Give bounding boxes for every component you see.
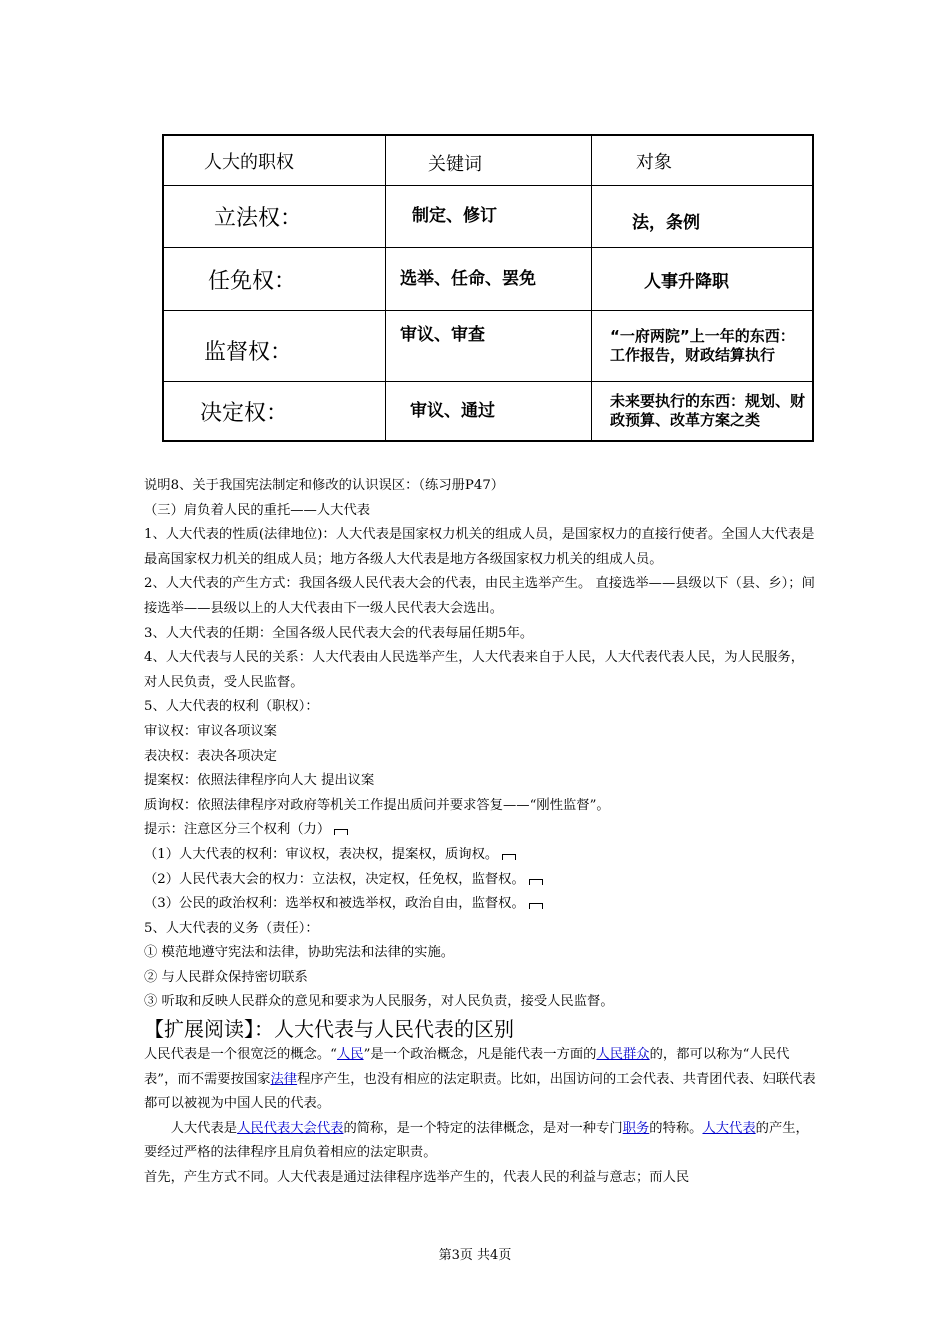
- duty-3: ③ 听取和反映人民群众的意见和要求为人民服务，对人民负责，接受人民监督。: [144, 994, 614, 1010]
- powers-table: [162, 134, 814, 442]
- duty-2: ② 与人民群众保持密切联系: [144, 969, 308, 985]
- keywords-legislative: 制定、修订: [386, 186, 592, 248]
- right-proposal: 提案权：依照法律程序向人大 提出议案: [144, 773, 375, 789]
- paragraph-mark-icon: [502, 854, 516, 860]
- paragraph-mark-icon: [334, 829, 348, 835]
- right-deliberation: 审议权：审议各项议案: [144, 723, 277, 739]
- tip-2: （2）人民代表大会的权力：立法权，决定权，任免权，监督权。: [144, 868, 816, 893]
- power-legislative: 立法权：: [164, 186, 386, 248]
- link-masses[interactable]: 人民群众: [596, 1047, 650, 1063]
- power-supervision: 监督权：: [164, 311, 386, 382]
- note-8: 说明8、关于我国宪法制定和修改的认识误区：（练习册P47）: [144, 478, 505, 493]
- keywords-appointment: 选举、任命、罢免: [386, 248, 592, 311]
- header-power: 人大的职权: [164, 136, 386, 186]
- keywords-supervision: 审议、审查: [386, 311, 592, 382]
- object-appointment: 人事升降职: [592, 248, 812, 311]
- power-appointment: 任免权：: [164, 248, 386, 311]
- body-text: [144, 474, 816, 1191]
- tip-3: （3）公民的政治权利：选举权和被选举权，政治自由，监督权。: [144, 892, 816, 917]
- object-decision: 未来要执行的东西：规划、财政预算、改革方案之类: [610, 392, 806, 429]
- header-keywords: 关键词: [386, 136, 592, 186]
- item-rights: 5、人大代表的权利（职权）：: [144, 699, 319, 715]
- page-footer: 第3页 共4页: [438, 1248, 512, 1263]
- link-npc-deputy-full[interactable]: 人民代表大会代表: [237, 1120, 344, 1136]
- extended-reading-heading: 【扩展阅读】：人大代表与人民代表的区别: [144, 1017, 514, 1042]
- reading-para-1: 人民代表是一个很宽泛的概念。“人民”是一个政治概念，凡是能代表一方面的人民群众的，都可以称为“人民代表”，而不需要按国家法律程序产生，也没有相应的法定职责。比如，出国访问的工会代表、共青团代表、妇联代表都可以被视为中国人民的代表。: [144, 1047, 816, 1112]
- tip-1: （1）人大代表的权利：审议权，表决权，提案权，质询权。: [144, 843, 816, 868]
- object-supervision: “一府两院”上一年的东西：工作报告，财政结算执行: [592, 311, 812, 382]
- item-term: 3、人大代表的任期：全国各级人民代表大会的代表每届任期5年。: [144, 625, 534, 641]
- section-title: （三）肩负着人民的重托——人大代表: [144, 502, 371, 518]
- link-npc-deputy[interactable]: 人大代表: [702, 1120, 756, 1136]
- item-election: 2、人大代表的产生方式：我国各级人民代表大会的代表，由民主选举产生。 直接选举——县级以下（县、乡）；间接选举——县级以上的人大代表由下一级人民代表大会选出。: [144, 576, 815, 616]
- paragraph-mark-icon: [529, 879, 543, 885]
- item-duties: 5、人大代表的义务（责任）：: [144, 920, 319, 936]
- header-object: 对象: [592, 136, 812, 186]
- link-law[interactable]: 法律: [270, 1071, 298, 1087]
- reading-para-2: 人大代表是人民代表大会代表的简称，是一个特定的法律概念，是对一种专门职务的特称。人大代表的产生，要经过严格的法律程序且肩负着相应的法定职责。: [144, 1120, 809, 1161]
- duty-1: ① 模范地遵守宪法和法律，协助宪法和法律的实施。: [144, 945, 455, 961]
- link-post[interactable]: 职务: [622, 1120, 650, 1136]
- link-people[interactable]: 人民: [336, 1047, 364, 1063]
- right-inquiry: 质询权：依照法律程序对政府等机关工作提出质问并要求答复——“刚性监督”。: [144, 797, 610, 813]
- reading-para-3: 首先，产生方式不同。人大代表是通过法律程序选举产生的，代表人民的利益与意志；而人民: [144, 1170, 690, 1186]
- item-nature: 1、人大代表的性质(法律地位)：人大代表是国家权力机关的组成人员，是国家权力的直接行使者。全国人大代表是最高国家权力机关的组成人员；地方各级人大代表是地方各级国家权力机关的组成人员。: [144, 527, 815, 567]
- tip: 提示：注意区分三个权利（力）: [144, 818, 816, 843]
- keywords-decision: 审议、通过: [386, 382, 592, 440]
- right-vote: 表决权：表决各项决定: [144, 748, 277, 764]
- object-legislative: 法，条例: [592, 186, 812, 248]
- paragraph-mark-icon: [529, 903, 543, 909]
- power-decision: 决定权：: [164, 382, 386, 440]
- item-relationship: 4、人大代表与人民的关系：人大代表由人民选举产生，人大代表来自于人民，人大代表代表人民，为人民服务，对人民负责，受人民监督。: [144, 650, 805, 690]
